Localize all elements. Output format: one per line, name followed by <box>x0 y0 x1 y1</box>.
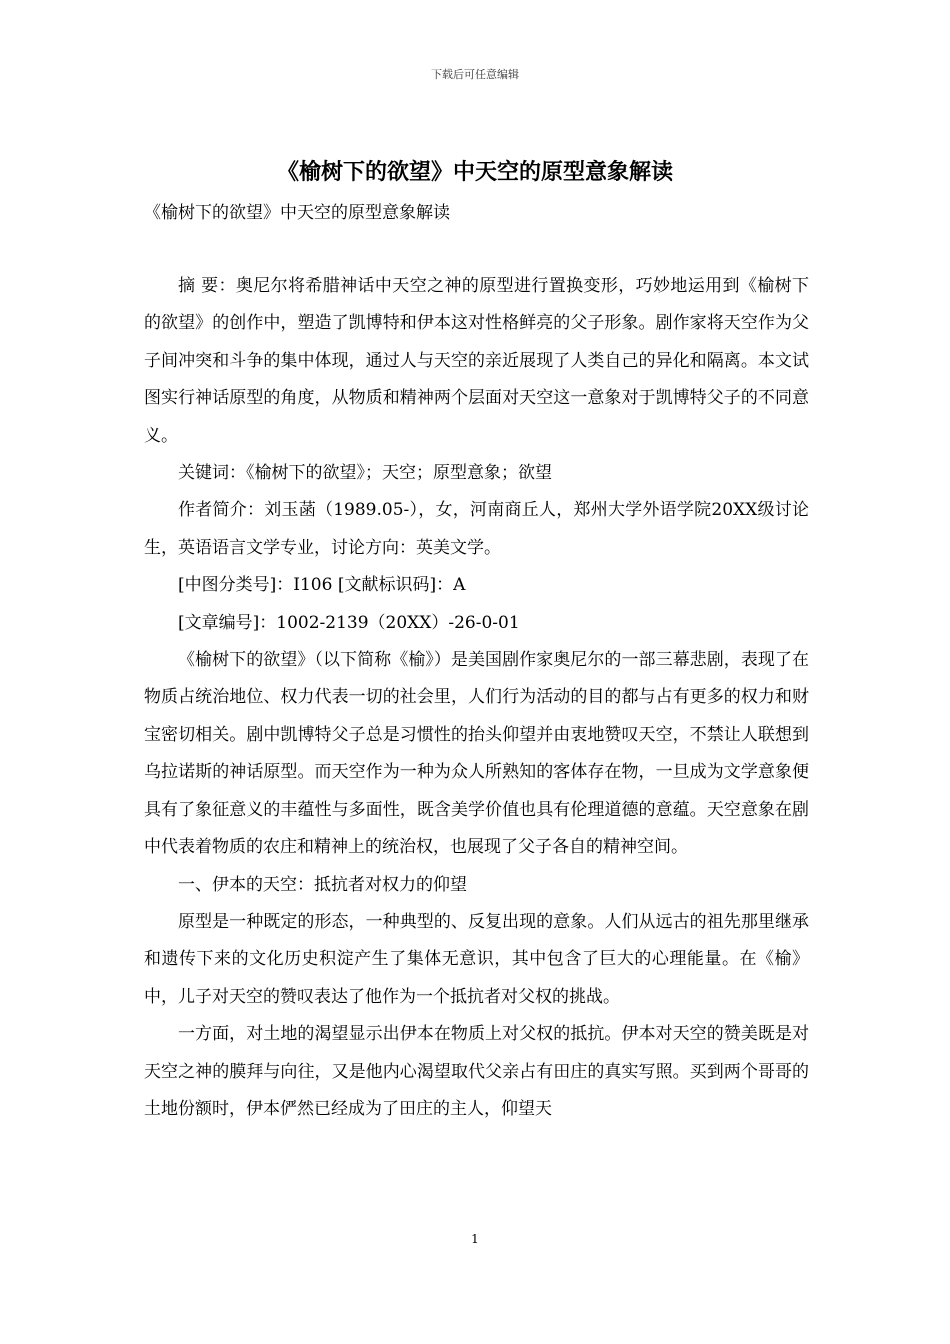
header-note: 下载后可任意编辑 <box>431 68 519 81</box>
section-heading: 一、伊本的天空：抵抗者对权力的仰望 <box>178 874 467 895</box>
intro-paragraph: 《榆树下的欲望》（以下简称《榆》）是美国剧作家奥尼尔的一部三幕悲剧，表现了在物质占统治地位、权力代表一切的社会里，人们行为活动的目的都与占有更多的权力和财宝密切相关。剧中凯博特父子总是习惯性的抬头仰望并由衷地赞叹天空，不禁让人联想到乌拉诺斯的神话原型。而天空作为一种为众人所熟知的客体存在物，一旦成为文学意象便具有了象征意义的丰蕴性与多面性，既含美学价值也具有伦理道德的意蕴。天空意象在剧中代表着物质的农庄和精神上的统治权，也展现了父子各自的精神空间。 <box>144 650 809 858</box>
page-number: 1 <box>471 1232 479 1246</box>
document-title: 《榆树下的欲望》中天空的原型意象解读 <box>276 159 673 185</box>
document-body <box>144 268 809 1128</box>
keywords-paragraph: 关键词：《榆树下的欲望》；天空；原型意象；欲望 <box>178 463 552 484</box>
author-bio-paragraph: 作者简介：刘玉菡（1989.05-），女，河南商丘人，郑州大学外语学院20XX级讨论生，英语语言文学专业，讨论方向：英美文学。 <box>144 500 809 558</box>
classification-paragraph: [中图分类号]：I106 [文献标识码]：A <box>178 575 466 596</box>
body-paragraph: 一方面，对土地的渴望显示出伊本在物质上对父权的抵抗。伊本对天空的赞美既是对天空之神的膜拜与向往，又是他内心渴望取代父亲占有田庄的真实写照。买到两个哥哥的土地份额时，伊本俨然已经成为了田庄的主人，仰望天 <box>144 1024 809 1119</box>
article-number-paragraph: [文章编号]：1002-2139（20XX）-26-0-01 <box>178 612 520 633</box>
document-subtitle: 《榆树下的欲望》中天空的原型意象解读 <box>144 203 450 223</box>
abstract-paragraph: 摘 要：奥尼尔将希腊神话中天空之神的原型进行置换变形，巧妙地运用到《榆树下的欲望》的创作中，塑造了凯博特和伊本这对性格鲜亮的父子形象。剧作家将天空作为父子间冲突和斗争的集中体现，通过人与天空的亲近展现了人类自己的异化和隔离。本文试图实行神话原型的角度，从物质和精神两个层面对天空这一意象对于凯博特父子的不同意义。 <box>144 276 809 446</box>
body-paragraph: 原型是一种既定的形态，一种典型的、反复出现的意象。人们从远古的祖先那里继承和遗传下来的文化历史积淀产生了集体无意识，其中包含了巨大的心理能量。在《榆》中，儿子对天空的赞叹表达了他作为一个抵抗者对父权的挑战。 <box>144 911 809 1007</box>
